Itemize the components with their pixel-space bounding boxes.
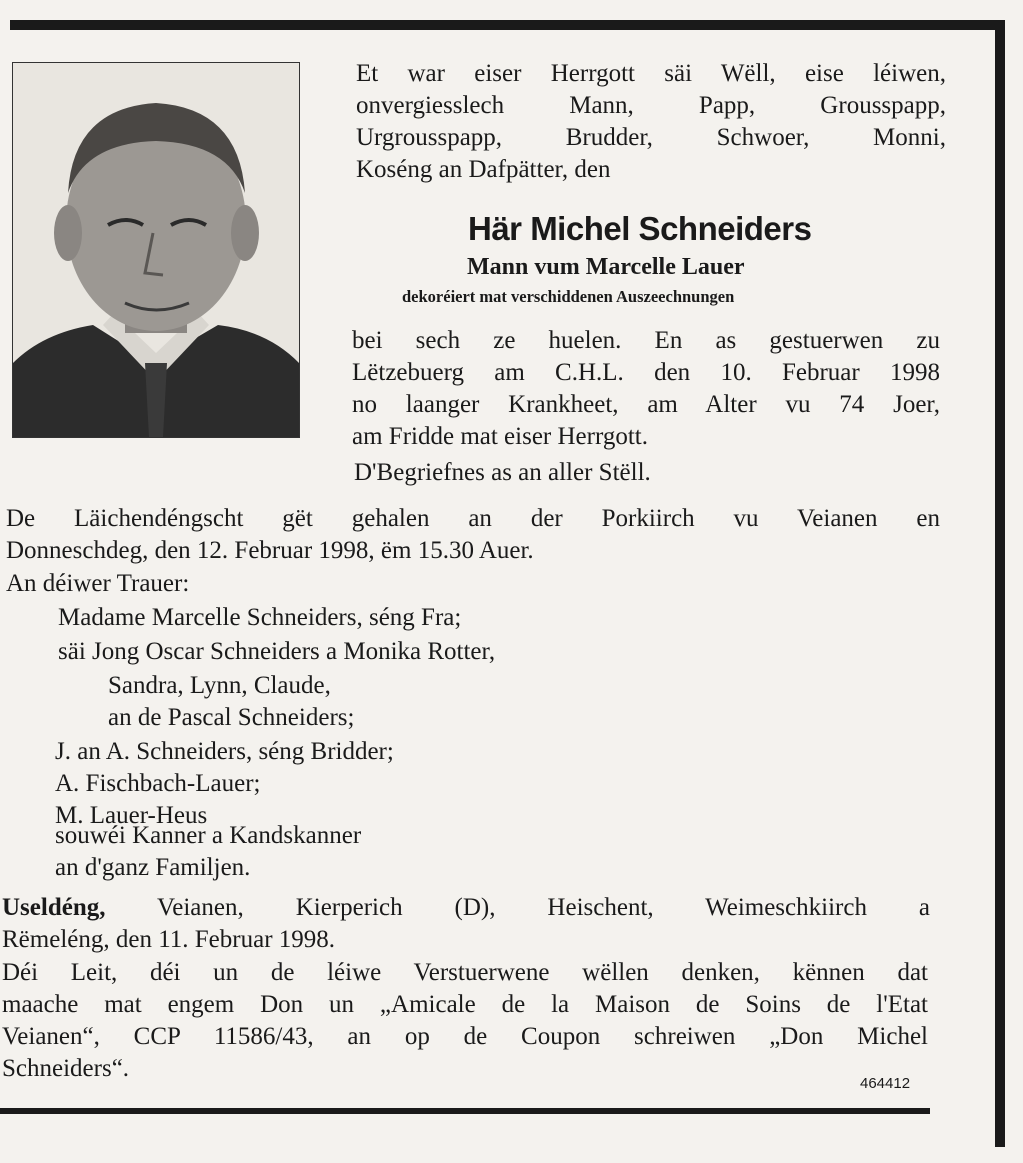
mourner-line: Sandra, Lynn, Claude, <box>108 672 331 699</box>
place-line <box>2 892 930 924</box>
place-name-bold: Useldéng, <box>2 894 106 921</box>
spouse-line: Mann vum Marcelle Lauer <box>467 254 745 280</box>
donation-line: maache mat engem Don un „Amicale de la Maison de Soins de l'Etat <box>2 991 928 1018</box>
right-border-rule <box>995 22 1005 1147</box>
mourner-line: souwéi Kanner a Kandskanner <box>55 822 362 849</box>
death-line: no laanger Krankheet, am Alter vu 74 Joer, <box>352 391 940 418</box>
mourner-line: J. an A. Schneiders, séng Bridder; <box>55 738 394 765</box>
donation-line: Veianen“, CCP 11586/43, an op de Coupon schreiwen „Don Michel <box>2 1023 928 1050</box>
place-date-line: Rëmeléng, den 11. Februar 1998. <box>2 926 336 953</box>
deceased-name: Här Michel Schneiders <box>468 210 812 247</box>
portrait-photo <box>12 62 300 438</box>
mourner-line: an d'ganz Familjen. <box>55 854 251 881</box>
intro-line: Koséng an Dafpätter, den <box>356 156 611 183</box>
mourner-line: säi Jong Oscar Schneiders a Monika Rotter, <box>58 638 496 665</box>
donation-line: Déi Leit, déi un de léiwe Verstuerwene wëllen denken, kënnen dat <box>2 959 928 986</box>
bottom-border-rule <box>0 1108 930 1114</box>
mourner-line: M. Lauer-Heus <box>55 802 208 829</box>
donation-line: Schneiders“. <box>2 1055 130 1082</box>
top-border-rule <box>10 20 1005 30</box>
burial-line: D'Begriefnes as an aller Stëll. <box>354 459 651 486</box>
mourners-heading: An déiwer Trauer: <box>6 570 190 597</box>
intro-line: onvergiesslech Mann, Papp, Grousspapp, <box>356 92 946 119</box>
mourner-line: A. Fischbach-Lauer; <box>55 770 261 797</box>
intro-line: Urgrousspapp, Brudder, Schwoer, Monni, <box>356 124 946 151</box>
funeral-line: De Läichendéngscht gët gehalen an der Porkiirch vu Veianen en <box>6 505 940 532</box>
death-line: am Fridde mat eiser Herrgott. <box>352 423 648 450</box>
death-line: bei sech ze huelen. En as gestuerwen zu <box>352 327 940 354</box>
reference-number: 464412 <box>860 1075 911 1092</box>
place-line-rest: Veianen, Kierperich (D), Heischent, Weimeschkiirch a <box>105 894 930 921</box>
mourner-line: an de Pascal Schneiders; <box>108 704 355 731</box>
intro-line: Et war eiser Herrgott säi Wëll, eise léiwen, <box>356 60 946 87</box>
decorations-line: dekoréiert mat verschiddenen Auszeechnungen <box>402 287 735 306</box>
mourner-line: Madame Marcelle Schneiders, séng Fra; <box>58 604 462 631</box>
funeral-line: Donneschdeg, den 12. Februar 1998, ëm 15.30 Auer. <box>6 537 534 564</box>
death-line: Lëtzebuerg am C.H.L. den 10. Februar 1998 <box>352 359 940 386</box>
